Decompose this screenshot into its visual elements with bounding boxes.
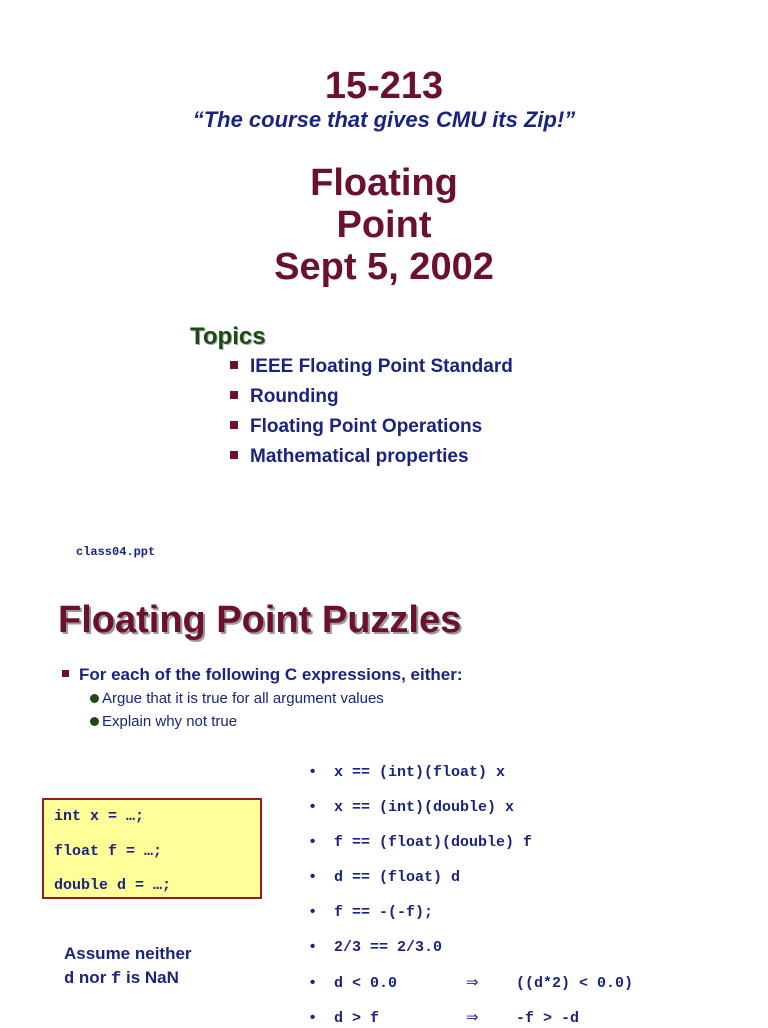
square-bullet-icon <box>230 391 238 399</box>
bullet-dot-icon: • <box>310 903 316 920</box>
topic-item <box>230 446 469 468</box>
course-number: 15-213 <box>324 65 444 107</box>
implies-icon: ⇒ <box>466 1008 479 1026</box>
square-bullet-icon <box>230 451 238 459</box>
expression-rhs: -f > -d <box>516 1010 580 1027</box>
round-bullet-icon <box>90 694 99 703</box>
intro-text: For each of the following C expressions, either: <box>79 665 463 684</box>
bullet-dot-icon: • <box>310 868 316 885</box>
assume-text: Assume neither <box>64 944 192 963</box>
sub-item-text: Explain why not true <box>102 713 238 730</box>
square-bullet-icon <box>62 670 69 677</box>
var-d: d <box>64 970 75 989</box>
implies-icon: ⇒ <box>466 973 479 991</box>
sub-item <box>90 713 237 731</box>
puzzles-title: Floating Point Puzzles <box>58 599 462 641</box>
topic-label: Rounding <box>250 386 339 407</box>
title-line-2: Point <box>336 204 432 246</box>
expression-lhs: d < 0.0 <box>334 975 398 992</box>
assume-text-line-2 <box>64 968 179 990</box>
topic-label: IEEE Floating Point Standard <box>250 356 513 377</box>
intro-item <box>62 665 463 685</box>
topics-heading: Topics <box>190 323 266 350</box>
topic-label: Floating Point Operations <box>250 416 483 437</box>
assume-end: is NaN <box>121 968 179 987</box>
declaration-int: int x = …; <box>54 808 145 825</box>
declaration-double: double d = …; <box>54 877 172 894</box>
round-bullet-icon <box>90 717 99 726</box>
topic-item <box>230 416 482 438</box>
declaration-float: float f = …; <box>54 843 163 860</box>
square-bullet-icon <box>230 361 238 369</box>
expression-text: d == (float) d <box>334 869 461 886</box>
expression-row <box>310 973 633 993</box>
topic-item <box>230 356 513 378</box>
bullet-dot-icon: • <box>310 974 316 991</box>
expression-row <box>310 763 505 782</box>
bullet-dot-icon: • <box>310 938 316 955</box>
topic-label: Mathematical properties <box>250 446 469 467</box>
expression-row <box>310 868 460 887</box>
expression-lhs: d > f <box>334 1010 380 1027</box>
expression-rhs: ((d*2) < 0.0) <box>516 975 634 992</box>
title-line-1: Floating <box>310 162 458 204</box>
bullet-dot-icon: • <box>310 798 316 815</box>
square-bullet-icon <box>230 421 238 429</box>
expression-text: f == -(-f); <box>334 904 434 921</box>
title-line-3: Sept 5, 2002 <box>274 246 494 288</box>
course-tagline: “The course that gives CMU its Zip!” <box>192 107 576 132</box>
expression-row <box>310 938 442 957</box>
bullet-dot-icon: • <box>310 1009 316 1026</box>
expression-row <box>310 1008 579 1028</box>
expression-text: x == (int)(float) x <box>334 764 506 781</box>
file-name: class04.ppt <box>76 545 156 559</box>
expression-text: x == (int)(double) x <box>334 799 515 816</box>
expression-row <box>310 903 433 922</box>
bullet-dot-icon: • <box>310 833 316 850</box>
assume-mid: nor <box>74 968 112 987</box>
expression-row <box>310 798 514 817</box>
declarations-box <box>42 798 262 899</box>
sub-item <box>90 690 384 708</box>
var-f: f <box>111 970 122 989</box>
expression-row <box>310 833 532 852</box>
sub-item-text: Argue that it is true for all argument values <box>102 690 384 707</box>
bullet-dot-icon: • <box>310 763 316 780</box>
expression-text: f == (float)(double) f <box>334 834 533 851</box>
topic-item <box>230 386 339 408</box>
expression-text: 2/3 == 2/3.0 <box>334 939 443 956</box>
